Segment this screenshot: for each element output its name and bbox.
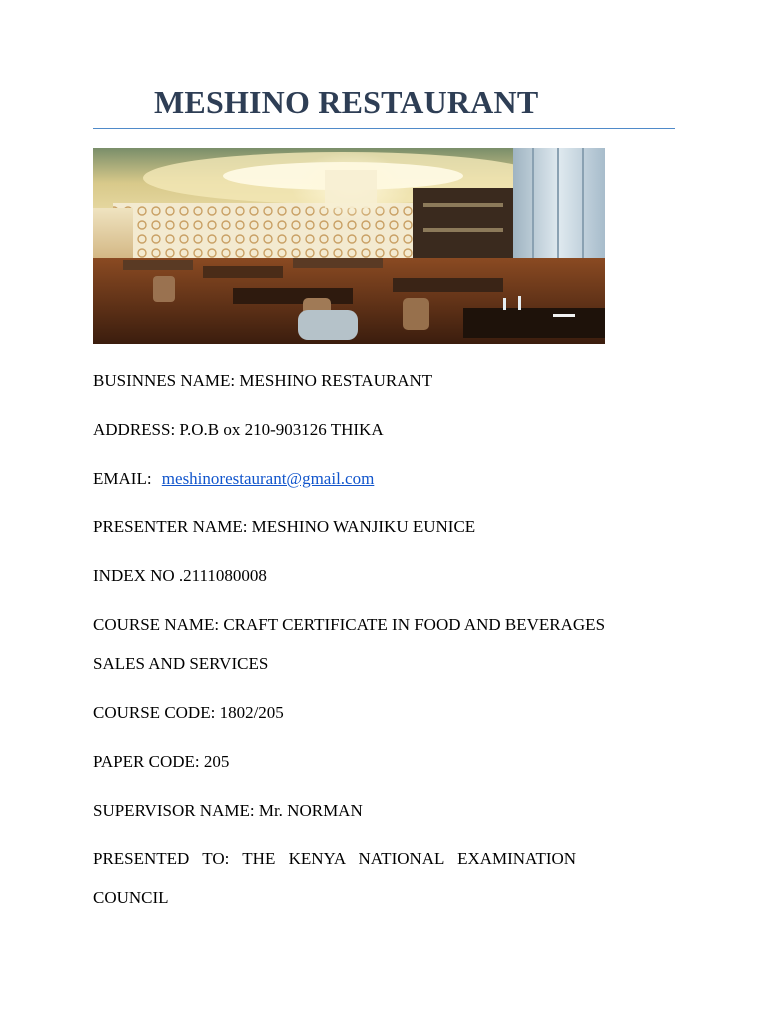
paper-code-line: PAPER CODE: 205 bbox=[93, 752, 230, 771]
page-title: MESHINO RESTAURANT bbox=[154, 84, 539, 120]
email-link[interactable]: meshinorestaurant@gmail.com bbox=[161, 469, 375, 488]
business-name-line: BUSINNES NAME: MESHINO RESTAURANT bbox=[93, 371, 433, 390]
address-line: ADDRESS: P.O.B ox 210-903126 THIKA bbox=[93, 420, 384, 439]
restaurant-interior-photo bbox=[93, 148, 605, 344]
index-number-line: INDEX NO .2111080008 bbox=[93, 566, 267, 585]
email-label: EMAIL: bbox=[93, 469, 152, 488]
course-name-line-2: SALES AND SERVICES bbox=[93, 654, 269, 673]
title-underline bbox=[93, 128, 675, 129]
course-name-line-1: COURSE NAME: CRAFT CERTIFICATE IN FOOD AND BEVERAGES bbox=[93, 615, 606, 634]
email-line bbox=[93, 469, 374, 489]
supervisor-name-line: SUPERVISOR NAME: Mr. NORMAN bbox=[93, 801, 363, 820]
presented-to-line-1: PRESENTED TO: THE KENYA NATIONAL EXAMINATION bbox=[93, 849, 577, 868]
course-code-line: COURSE CODE: 1802/205 bbox=[93, 703, 284, 722]
presented-to-line-2: COUNCIL bbox=[93, 888, 169, 907]
presenter-name-line: PRESENTER NAME: MESHINO WANJIKU EUNICE bbox=[93, 517, 476, 536]
